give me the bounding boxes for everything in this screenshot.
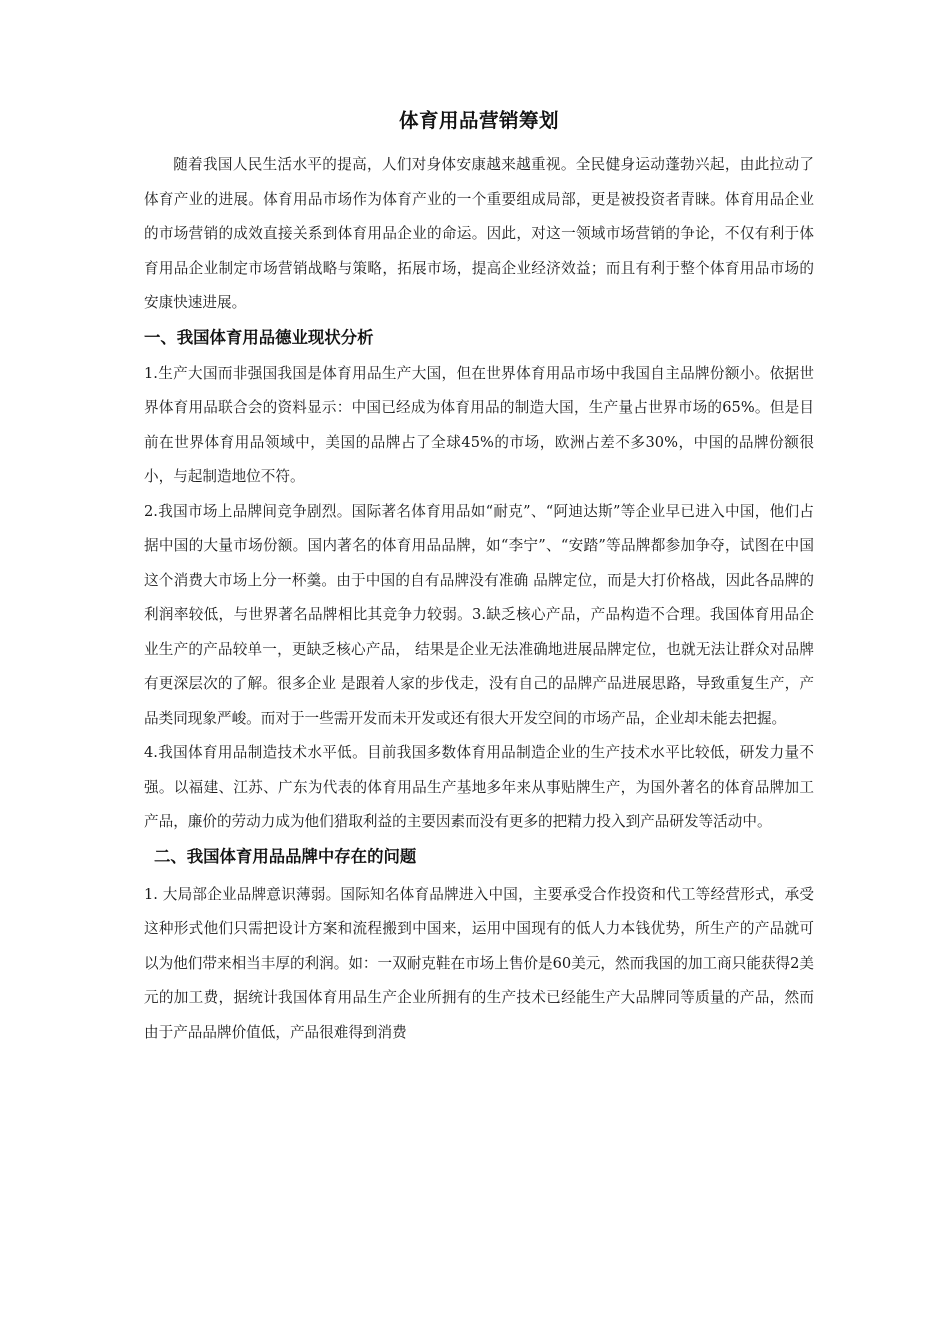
intro-paragraph: 随着我国人民生活水平的提高，人们对身体安康越来越重视。全民健身运动蓬勃兴起，由此拉动了体育产业的进展。体育用品市场作为体育产业的一个重要组成局部，更是被投资者青睐。体育用品企业的市场营销的成效直接关系到体育用品企业的命运。因此，对这一领域市场营销的争论，不仅有利于体育用品企业制定市场营销战略与策略，拓展市场，提高企业经济效益；而且有利于整个体育用品市场的安康快速进展。 xyxy=(144,156,814,311)
section-heading-status-analysis: 一、我国体育用品德业现状分析 xyxy=(144,327,374,347)
document-title: 体育用品营销筹划 xyxy=(398,109,559,132)
section1-paragraph-2: 2.我国市场上品牌间竞争剧烈。国际著名体育用品如“耐克”、“阿迪达斯”等企业早已进入中国，他们占据中国的大量市场份额。国内著名的体育用品品牌，如“李宁”、“安踏”等品牌都参加争夺，试图在中国这个消费大市场上分一杯羹。由于中国的自有品牌没有准确 品牌定位，而是大打价格战，因此各品牌的利润率较低，与世界著名品牌相比其竞争力较弱。3.缺乏核心产品，产品构造不合理。我国体育用品企业生产的产品较单一，更缺乏核心产品， 结果是企业无法准确地进展品牌定位，也就无法让群众对品牌有更深层次的了解。很多企业 是跟着人家的步伐走，没有自己的品牌产品进展思路，导致重复生产，产品类同现象严峻。而对于一些需开发而未开发或还有很大开发空间的市场产品，企业却未能去把握。 xyxy=(144,502,814,727)
section1-paragraph-1: 1.生产大国而非强国我国是体育用品生产大国，但在世界体育用品市场中我国自主品牌份额小。依据世界体育用品联合会的资料显示：中国已经成为体育用品的制造大国，生产量占世界市场的65%。但是目前在世界体育用品领域中，美国的品牌占了全球45%的市场，欧洲占差不多30%，中国的品牌份额很小，与起制造地位不符。 xyxy=(144,364,814,485)
section1-paragraph-3: 4.我国体育用品制造技术水平低。目前我国多数体育用品制造企业的生产技术水平比较低，研发力量不强。以福建、江苏、广东为代表的体育用品生产基地多年来从事贴牌生产，为国外著名的体育品牌加工产品，廉价的劳动力成为他们猎取利益的主要因素而没有更多的把精力投入到产品研发等活动中。 xyxy=(144,744,814,830)
section2-paragraph-1: 1. 大局部企业品牌意识薄弱。国际知名体育品牌进入中国，主要承受合作投资和代工等经营形式，承受这种形式他们只需把设计方案和流程搬到中国来，运用中国现有的低人力本钱优势，所生产的产品就可以为他们带来相当丰厚的利润。如：一双耐克鞋在市场上售价是60美元，然而我国的加工商只能获得2美元的加工费，据统计我国体育用品生产企业所拥有的生产技术已经能生产大品牌同等质量的产品，然而由于产品品牌价值低，产品很难得到消费 xyxy=(144,885,814,1041)
section-heading-brand-problems: 二、我国体育用品品牌中存在的问题 xyxy=(154,846,417,866)
